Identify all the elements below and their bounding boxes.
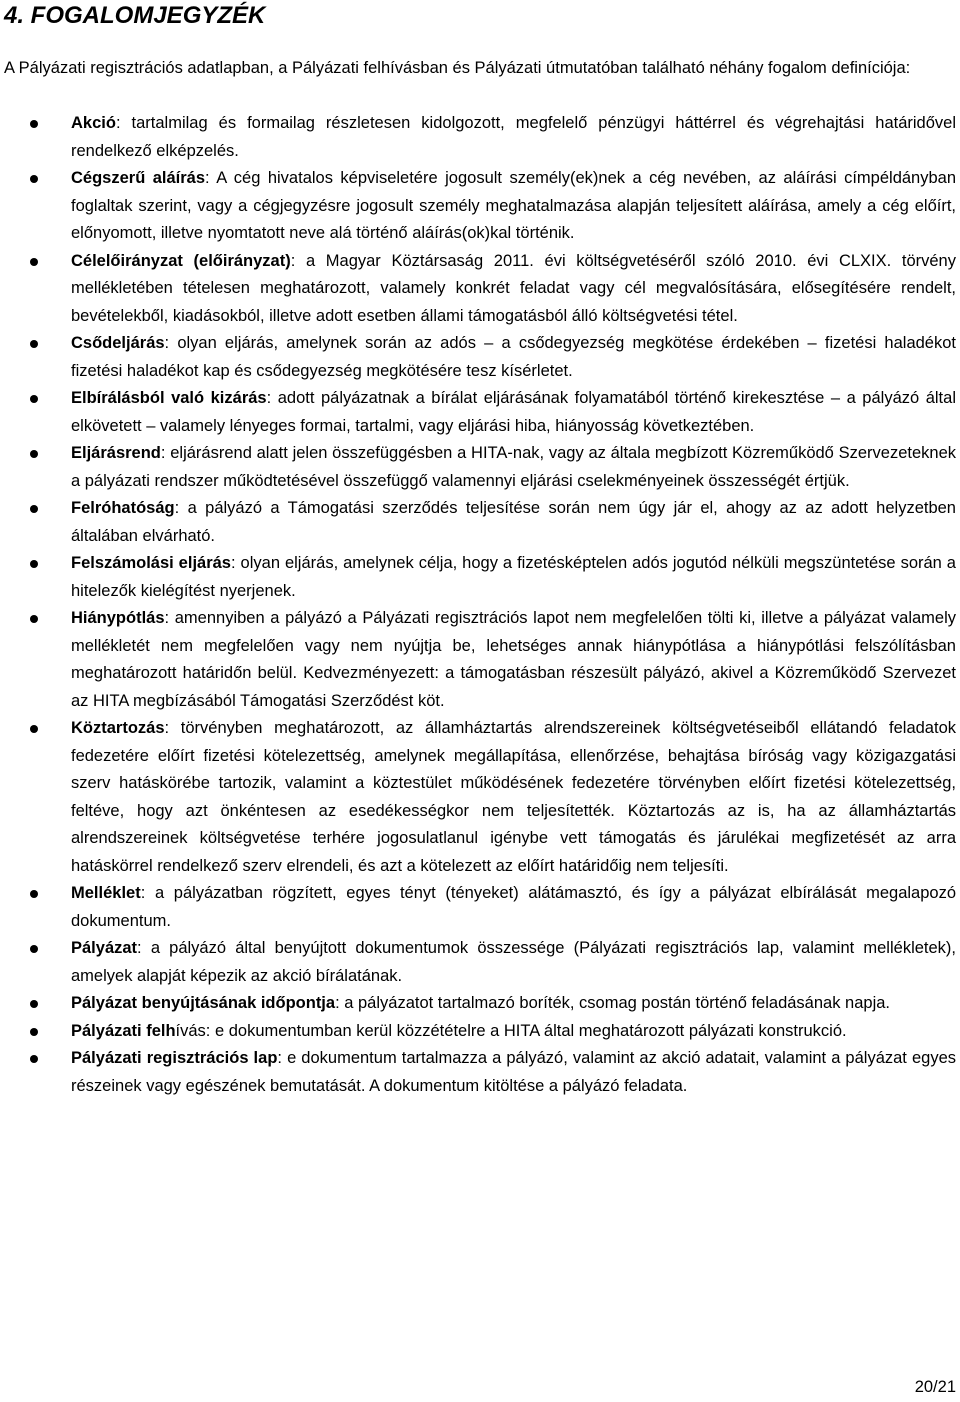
glossary-term: Pályázat	[71, 939, 138, 957]
term-separator: :	[266, 389, 278, 407]
term-separator: :	[137, 939, 151, 957]
glossary-item	[0, 880, 956, 935]
term-separator: :	[140, 884, 155, 902]
glossary-definition: ívás: e dokumentumban kerül közzétételre a HITA által meghatározott pályázati konstrukció.	[175, 1021, 847, 1040]
bullet-icon	[30, 1055, 38, 1063]
bullet-icon	[30, 175, 38, 183]
glossary-definition: eljárásrend alatt jelen összefüggésben a HITA-nak, vagy az általa megbízott Közreműködő Szervezeteknek a pályázati rendszer működtetésével összefüggő valamennyi eljárási cselekményeinek összességét értjük.	[71, 444, 956, 490]
glossary-definition: a Magyar Köztársaság 2011. évi költségvetéséről szóló 2010. évi CLXIX. törvény mellékletében tételesen meghatározott, valamely konkrét feladat vagy cél megvalósítására, elősegítésére rendelt, bevételekből, kiadásokból, illetve adott esetben állami támogatásból álló költségvetési tétel.	[71, 251, 956, 325]
glossary-item	[0, 605, 956, 715]
glossary-definition: adott pályázatnak a bírálat eljárásának folyamatából történő kirekesztése – a pályázó által elkövetett – valamely lényeges formai, tartalmi, vagy eljárási hiba, hiányosság következtében.	[71, 389, 956, 435]
glossary-definition: a pályázatot tartalmazó boríték, csomag postán történő feladásának napja.	[344, 994, 890, 1012]
glossary-term: Eljárásrend	[71, 444, 161, 462]
bullet-icon	[30, 1000, 38, 1008]
section-heading: 4. FOGALOMJEGYZÉK	[4, 2, 266, 29]
glossary-term: Felróhatóság	[71, 499, 175, 517]
term-separator: :	[277, 1049, 288, 1067]
glossary-definition: törvényben meghatározott, az államháztartás alrendszereinek költségvetéseiből ellátandó feladatok fedezetére előírt fizetési kötelezettség, amelynek megállapítása, ellenőrzése, behajtása bíróság vagy közigazgatási szerv hatáskörébe tartozik, valamint a köztestület működésének fedezetére törvényben előírt fizetési kötelezettség, feltéve, hogy azt önkéntesen az esedékességkor nem teljesítették. Köztartozás az is, ha az államháztartás alrendszereinek költségvetése terhére jogosulatlanul igénybe vett támogatás és járulékai megfizetését az arra hatáskörrel rendelkező szerv elrendeli, és azt a kötelezett az előírt határidőig nem teljesíti.	[71, 719, 956, 875]
glossary-item	[0, 385, 956, 440]
bullet-icon	[30, 725, 38, 733]
glossary-definition: olyan eljárás, amelynek célja, hogy a fizetésképtelen adós jogutód nélküli megszüntetése során a hitelezők kielégítést nyerjenek.	[71, 554, 956, 600]
glossary-term: Köztartozás	[71, 719, 165, 737]
glossary-term: Akció	[71, 114, 116, 132]
term-separator: :	[230, 554, 241, 572]
glossary-item	[0, 440, 956, 495]
glossary-definition: A cég hivatalos képviseletére jogosult személy(ek)nek a cég nevében, az aláírási címpéldányban foglaltak szerint, vagy a cégjegyzésre jogosult személy meghatalmazása alapján teljesített aláírása, amely a cég előírt, előnyomott, illetve nyomtatott neve alá történő aláírás(ok)kal történik.	[71, 169, 956, 242]
intro-paragraph: A Pályázati regisztrációs adatlapban, a Pályázati felhívásban és Pályázati útmutatóban található néhány fogalom definíciója:	[4, 59, 911, 77]
bullet-icon	[30, 395, 38, 403]
bullet-icon	[30, 120, 38, 128]
glossary-item	[0, 715, 956, 880]
term-separator: :	[335, 994, 345, 1012]
bullet-icon	[30, 890, 38, 898]
glossary-term: Cégszerű aláírás	[71, 169, 206, 187]
bullet-icon	[30, 945, 38, 953]
glossary-item	[0, 248, 956, 331]
glossary-definition: a pályázatban rögzített, egyes tényt (tényeket) alátámasztó, és így a pályázat elbírálását megalapozó dokumentum.	[71, 884, 957, 930]
term-separator: :	[164, 719, 181, 737]
glossary-term: Elbírálásból való kizárás	[71, 389, 267, 407]
term-separator: :	[164, 334, 178, 352]
term-separator: :	[160, 444, 171, 462]
glossary-term: Pályázati regisztrációs lap	[71, 1049, 278, 1067]
glossary-item	[0, 990, 956, 1018]
bullet-icon	[30, 258, 38, 266]
glossary-item	[0, 1018, 956, 1046]
bullet-icon	[30, 505, 38, 513]
glossary-definition: a pályázó által benyújtott dokumentumok összessége (Pályázati regisztrációs lap, valamint mellékletek), amelyek alapját képezik az akció bírálatának.	[71, 939, 956, 985]
glossary-definition: tartalmilag és formailag részletesen kidolgozott, megfelelő pénzügyi háttérrel és végrehajtási határidővel rendelkező elképzelés.	[71, 114, 957, 160]
glossary-definition: a pályázó a Támogatási szerződés teljesítése során nem úgy jár el, ahogy az az adott helyzetben általában elvárható.	[71, 499, 956, 545]
glossary-term: Csődeljárás	[71, 334, 165, 352]
bullet-icon	[30, 450, 38, 458]
glossary-definition: amennyiben a pályázó a Pályázati regisztrációs lapot nem megfelelően tölti ki, illetve a pályázat valamely mellékletét nem megfelelően vagy nem nyújtja be, lehetséges annak hiánypótlása a hiánypótlási felszólításban meghatározott határidőn belül. Kedvezményezett: a támogatásban részesült pályázó, akivel a Közreműködő Szervezet az HITA megbízásából Támogatási Szerződést köt.	[71, 609, 957, 710]
bullet-icon	[30, 615, 38, 623]
term-separator: :	[290, 251, 306, 270]
bullet-icon	[30, 560, 38, 568]
glossary-term: Pályázati felh	[71, 1021, 176, 1040]
glossary-term: Pályázat benyújtásának időpontja	[71, 994, 336, 1012]
glossary-term: Célelőirányzat (előirányzat)	[71, 251, 291, 270]
glossary-definition: e dokumentum tartalmazza a pályázó, valamint az akció adatait, valamint a pályázat egyes részeinek vagy egészének bemutatását. A dokumentum kitöltése a pályázó feladata.	[71, 1049, 956, 1095]
glossary-item	[0, 330, 956, 385]
glossary-definition: olyan eljárás, amelynek során az adós – a csődegyezség megkötése érdekében – fizetési haladékot fizetési haladékot kap és csődegyezség megkötésére tesz kísérletet.	[71, 334, 956, 380]
term-separator: :	[174, 499, 188, 517]
term-separator: :	[205, 169, 217, 187]
bullet-icon	[30, 340, 38, 348]
glossary-term: Hiánypótlás	[71, 609, 165, 627]
term-separator: :	[115, 114, 132, 132]
glossary-term: Felszámolási eljárás	[71, 554, 231, 572]
glossary-item	[0, 935, 956, 990]
glossary-item	[0, 1045, 956, 1100]
bullet-icon	[30, 1028, 38, 1036]
glossary-item	[0, 110, 956, 165]
glossary-item	[0, 495, 956, 550]
glossary-item	[0, 165, 956, 248]
page-number: 20/21	[914, 1378, 956, 1396]
glossary-item	[0, 550, 956, 605]
glossary-list	[0, 110, 956, 1100]
glossary-term: Melléklet	[71, 884, 141, 902]
term-separator: :	[164, 609, 175, 627]
